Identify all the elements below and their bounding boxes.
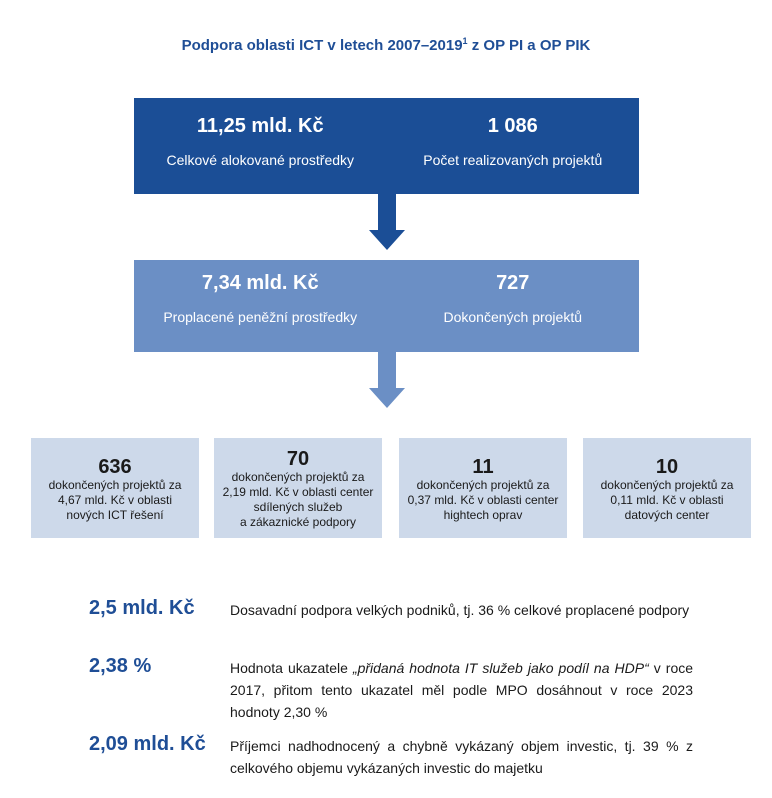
completed-projects-cell bbox=[387, 260, 640, 352]
breakdown-box-shared-services bbox=[214, 438, 382, 538]
breakdown-box-data-centers bbox=[583, 438, 751, 538]
realized-projects-label: Počet realizovaných projektů bbox=[423, 152, 603, 168]
fact-value: 2,38 % bbox=[89, 655, 152, 677]
title-suffix: z OP PI a OP PIK bbox=[467, 37, 591, 54]
breakdown-text-line: dokončených projektů za bbox=[416, 478, 550, 492]
breakdown-text-line: dokončených projektů za bbox=[231, 470, 365, 484]
fact-value: 2,5 mld. Kč bbox=[89, 597, 195, 619]
breakdown-box-new-ict bbox=[31, 438, 199, 538]
fact-text-part: v roce 2017, přitom tento ukazatel měl podle MPO dosáhnout v roce 2023 hodnoty 2,30 % bbox=[230, 660, 694, 720]
breakdown-text-line: 2,19 mld. Kč v oblasti center bbox=[222, 485, 374, 499]
breakdown-value: 636 bbox=[98, 456, 132, 478]
title-footnote-marker: 1 bbox=[462, 36, 468, 46]
breakdown-text-line: dokončených projektů za bbox=[600, 478, 734, 492]
breakdown-value: 70 bbox=[286, 448, 310, 470]
completed-projects-label: Dokončených projektů bbox=[443, 309, 583, 325]
down-arrow-icon bbox=[369, 352, 405, 408]
paid-funds-value: 7,34 mld. Kč bbox=[201, 272, 319, 294]
fact-text-part: Hodnota ukazatele bbox=[230, 660, 353, 676]
down-arrow-icon bbox=[369, 194, 405, 250]
total-allocation-box bbox=[134, 98, 639, 194]
breakdown-value: 10 bbox=[655, 456, 679, 478]
breakdown-text-line: 4,67 mld. Kč v oblasti bbox=[57, 493, 173, 507]
allocated-funds-value: 11,25 mld. Kč bbox=[196, 115, 324, 137]
breakdown-text-line: nových ICT řešení bbox=[66, 508, 164, 522]
realized-projects-value: 1 086 bbox=[487, 115, 538, 137]
page-title bbox=[0, 36, 772, 54]
breakdown-value: 11 bbox=[472, 456, 494, 478]
breakdown-text-line: 0,37 mld. Kč v oblasti center bbox=[407, 493, 559, 507]
realized-projects-cell bbox=[387, 98, 640, 194]
breakdown-text-line: dokončených projektů za bbox=[48, 478, 182, 492]
paid-funds-cell bbox=[134, 260, 387, 352]
fact-text bbox=[230, 735, 693, 779]
breakdown-text-line: sdílených služeb bbox=[253, 500, 343, 514]
breakdown-text-line: datových center bbox=[624, 508, 710, 522]
title-text: Podpora oblasti ICT v letech 2007–2019 bbox=[181, 37, 463, 54]
paid-funds-box bbox=[134, 260, 639, 352]
fact-text bbox=[230, 657, 693, 723]
breakdown-text-line: a zákaznické podpory bbox=[239, 515, 357, 529]
completed-projects-value: 727 bbox=[496, 272, 530, 294]
fact-value: 2,09 mld. Kč bbox=[89, 733, 206, 755]
allocated-funds-label: Celkové alokované prostředky bbox=[166, 152, 355, 168]
allocated-funds-cell bbox=[134, 98, 387, 194]
breakdown-text-line: hightech oprav bbox=[443, 508, 523, 522]
fact-text bbox=[230, 599, 693, 621]
paid-funds-label: Proplacené peněžní prostředky bbox=[163, 309, 358, 325]
fact-text-quote: „přidaná hodnota IT služeb jako podíl na HDP“ bbox=[352, 660, 649, 676]
breakdown-text-line: 0,11 mld. Kč v oblasti bbox=[610, 493, 724, 507]
fact-text-part: Dosavadní podpora velkých podniků, tj. 36 % celkové proplacené podpory bbox=[230, 602, 690, 618]
breakdown-box-hightech-repair bbox=[399, 438, 567, 538]
fact-text-part: Příjemci nadhodnocený a chybně vykázaný objem investic, tj. 39 % z celkového objemu vykázaných investic do majetku bbox=[230, 738, 693, 776]
